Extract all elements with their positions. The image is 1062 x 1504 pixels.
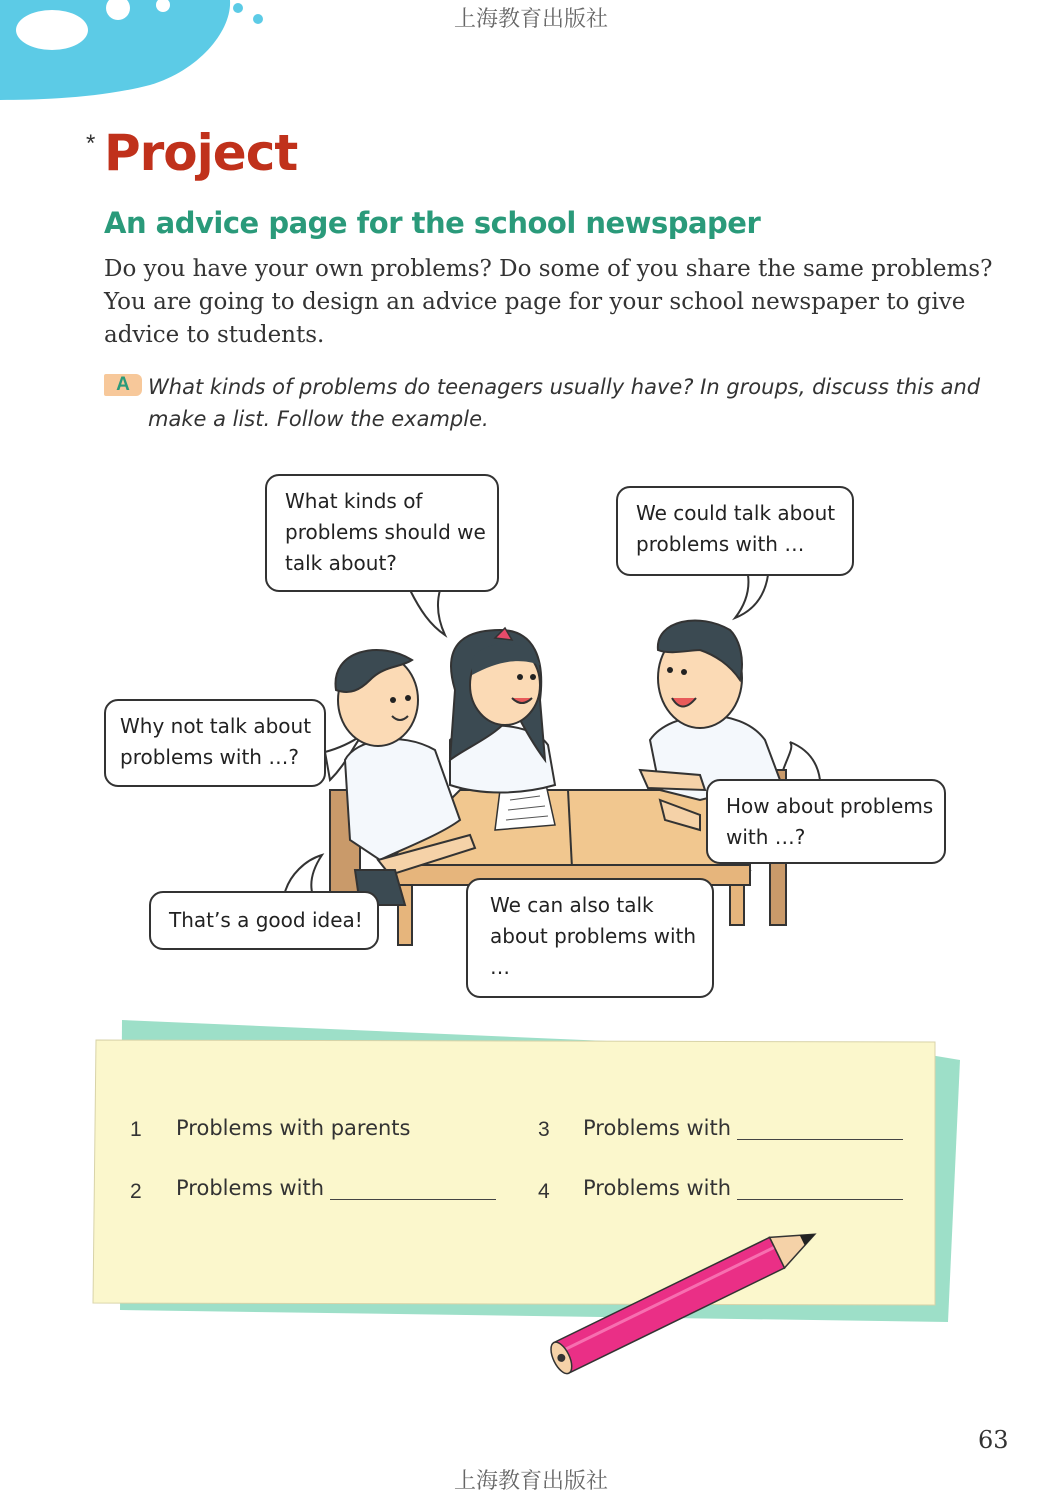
list-number: 4	[538, 1180, 550, 1203]
bubble-line: problems should we	[285, 520, 486, 544]
answer-blank[interactable]	[737, 1179, 903, 1200]
bubble-line: about problems with	[490, 924, 697, 948]
list-number: 1	[130, 1118, 142, 1141]
publisher-header: 上海教育出版社	[453, 7, 608, 32]
intro-line: You are going to design an advice page for your school newspaper to give	[104, 289, 966, 315]
list-number: 2	[130, 1180, 142, 1203]
intro-line: advice to students.	[104, 322, 325, 348]
bubble-line: talk about?	[285, 551, 397, 575]
list-item-text	[583, 1176, 903, 1200]
list-item-label: Problems with parents	[176, 1116, 411, 1140]
bubble-line: with …?	[726, 825, 806, 849]
bubble-line: problems with …?	[120, 745, 299, 769]
task-line: make a list. Follow the example.	[148, 407, 489, 431]
list-item-label: Problems with	[583, 1116, 732, 1140]
bubble-line: That’s a good idea!	[169, 908, 363, 932]
list-item-text	[583, 1116, 903, 1140]
bubble-line: problems with …	[636, 532, 805, 556]
task-line: What kinds of problems do teenagers usually have? In groups, discuss this and	[148, 375, 981, 399]
section-title: Project	[104, 124, 298, 182]
section-subtitle: An advice page for the school newspaper	[104, 206, 761, 240]
bubble-line: We can also talk	[490, 893, 654, 917]
bubble-line: …	[490, 955, 510, 979]
list-item-label: Problems with	[583, 1176, 732, 1200]
list-number: 3	[538, 1118, 550, 1141]
optional-star: *	[86, 130, 96, 157]
list-item-label: Problems with	[176, 1176, 325, 1200]
task-label-badge: A	[104, 374, 142, 396]
answer-blank[interactable]	[330, 1179, 496, 1200]
bubble-line: We could talk about	[636, 501, 836, 525]
answer-blank[interactable]	[737, 1119, 903, 1140]
bubble-line: Why not talk about	[120, 714, 312, 738]
publisher-footer: 上海教育出版社	[453, 1469, 608, 1494]
list-item-text	[176, 1116, 410, 1140]
intro-line: Do you have your own problems? Do some of you share the same problems?	[104, 256, 993, 282]
bubble-line: How about problems	[726, 794, 934, 818]
bubble-line: What kinds of	[285, 489, 423, 513]
page-number: 63	[978, 1426, 1009, 1454]
list-item-text	[176, 1176, 496, 1200]
